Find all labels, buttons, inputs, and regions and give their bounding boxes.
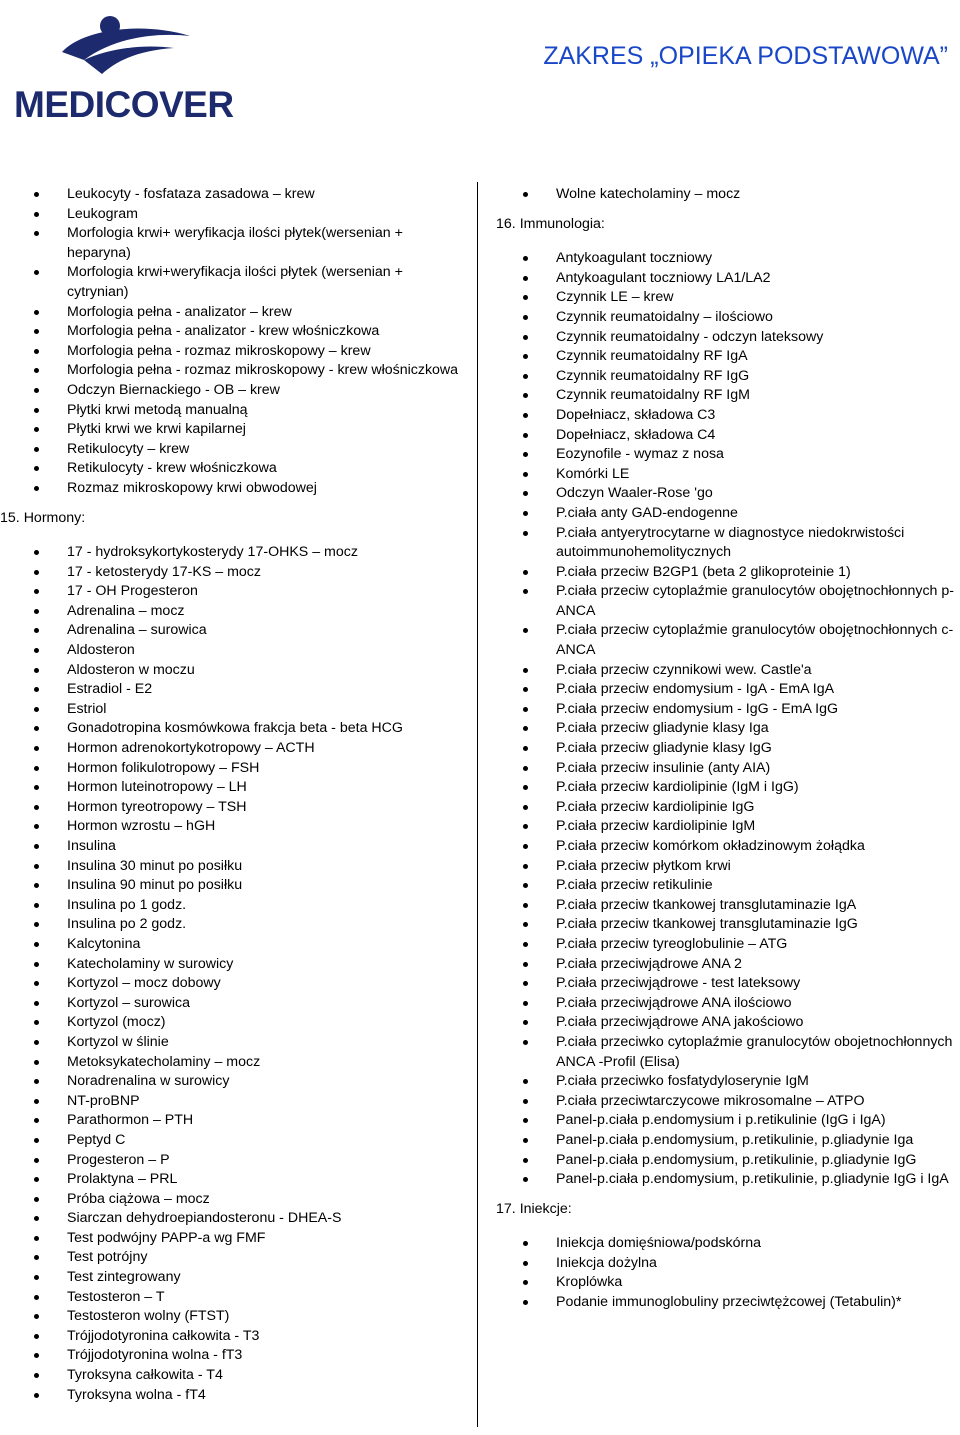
list-item: Parathormon – PTH <box>28 1111 468 1131</box>
list-item: Czynnik reumatoidalny RF IgM <box>517 386 957 406</box>
list-item: Insulina 90 minut po posiłku <box>28 876 468 896</box>
section-title: Iniekcje: <box>519 1200 572 1217</box>
section-number: 16. <box>496 215 516 232</box>
list-item: Morfologia krwi+weryfikacja ilości płytek (wersenian + cytrynian) <box>28 263 468 302</box>
left-column <box>0 185 468 1405</box>
list-item: P.ciała przeciw kardiolipinie IgM <box>517 817 957 837</box>
list-item: Morfologia pełna - analizator – krew <box>28 303 468 323</box>
list-item: Próba ciążowa – mocz <box>28 1190 468 1210</box>
list-item: Odczyn Biernackiego - OB – krew <box>28 381 468 401</box>
list-item: P.ciała przeciw kardiolipinie IgG <box>517 798 957 818</box>
list-item: Wolne katecholaminy – mocz <box>517 185 957 205</box>
list-item: NT-proBNP <box>28 1092 468 1112</box>
list-item: P.ciała przeciw retikulinie <box>517 876 957 896</box>
list-item: Kortyzol – mocz dobowy <box>28 974 468 994</box>
list-item: Antykoagulant toczniowy LA1/LA2 <box>517 269 957 289</box>
list-item: Rozmaz mikroskopowy krwi obwodowej <box>28 479 468 499</box>
list-item: Kortyzol (mocz) <box>28 1013 468 1033</box>
list-item: Noradrenalina w surowicy <box>28 1072 468 1092</box>
list-item: P.ciała przeciwjądrowe ANA 2 <box>517 955 957 975</box>
list-item: Test zintegrowany <box>28 1268 468 1288</box>
list-item: Siarczan dehydroepiandosteronu - DHEA-S <box>28 1209 468 1229</box>
list-item: Panel-p.ciała p.endomysium, p.retikulinie, p.gliadynie Iga <box>517 1131 957 1151</box>
list-item: P.ciała antyerytrocytarne w diagnostyce niedokrwistości autoimmunohemolitycznych <box>517 524 957 563</box>
list-item: Czynnik reumatoidalny – ilościowo <box>517 308 957 328</box>
list-item: Kalcytonina <box>28 935 468 955</box>
list-item: Insulina 30 minut po posiłku <box>28 857 468 877</box>
list-item: Morfologia pełna - rozmaz mikroskopowy - krew włośniczkowa <box>28 361 468 381</box>
continued-list <box>517 185 957 205</box>
list-item: 17 - ketosterydy 17-KS – mocz <box>28 563 468 583</box>
list-item: 17 - OH Progesteron <box>28 582 468 602</box>
list-item: Dopełniacz, składowa C3 <box>517 406 957 426</box>
list-item: Iniekcja dożylna <box>517 1254 957 1274</box>
list-item: Płytki krwi we krwi kapilarnej <box>28 420 468 440</box>
list-item: 17 - hydroksykortykosterydy 17-OHKS – mocz <box>28 543 468 563</box>
list-item: P.ciała przeciw tkankowej transglutaminazie IgG <box>517 915 957 935</box>
right-column <box>496 185 957 1313</box>
list-item: P.ciała przeciwtarczycowe mikrosomalne – ATPO <box>517 1092 957 1112</box>
list-item: P.ciała przeciw endomysium - IgG - EmA IgG <box>517 700 957 720</box>
list-item: Trójjodotyronina całkowita - T3 <box>28 1327 468 1347</box>
list-item: Hormon folikulotropowy – FSH <box>28 759 468 779</box>
logo-emblem-icon <box>14 8 234 88</box>
hematology-list <box>28 185 468 499</box>
list-item: Dopełniacz, składowa C4 <box>517 426 957 446</box>
list-item: Morfologia pełna - analizator - krew włośniczkowa <box>28 322 468 342</box>
list-item: Retikulocyty – krew <box>28 440 468 460</box>
list-item: Insulina po 2 godz. <box>28 915 468 935</box>
section-heading-hormony <box>0 509 468 529</box>
list-item: Adrenalina – mocz <box>28 602 468 622</box>
list-item: Kortyzol – surowica <box>28 994 468 1014</box>
list-item: P.ciała przeciwjądrowe - test lateksowy <box>517 974 957 994</box>
list-item: Retikulocyty - krew włośniczkowa <box>28 459 468 479</box>
list-item: Antykoagulant toczniowy <box>517 249 957 269</box>
logo-wordmark: MEDICOVER <box>14 84 234 125</box>
list-item: Testosteron – T <box>28 1288 468 1308</box>
list-item: P.ciała przeciw cytoplaźmie granulocytów obojętnochłonnych c-ANCA <box>517 621 957 660</box>
list-item: Hormon tyreotropowy – TSH <box>28 798 468 818</box>
list-item: Odczyn Waaler-Rose 'go <box>517 484 957 504</box>
list-item: Aldosteron <box>28 641 468 661</box>
list-item: Tyroksyna całkowita - T4 <box>28 1366 468 1386</box>
list-item: Test podwójny PAPP-a wg FMF <box>28 1229 468 1249</box>
list-item: Insulina <box>28 837 468 857</box>
list-item: Aldosteron w moczu <box>28 661 468 681</box>
list-item: Adrenalina – surowica <box>28 621 468 641</box>
section-number: 17. <box>496 1200 516 1217</box>
column-divider <box>477 182 478 1427</box>
medicover-logo <box>14 8 234 125</box>
list-item: Czynnik reumatoidalny - odczyn lateksowy <box>517 328 957 348</box>
section-title: Hormony: <box>23 509 86 526</box>
list-item: Kroplówka <box>517 1273 957 1293</box>
list-item: Panel-p.ciała p.endomysium, p.retikulinie, p.gliadynie IgG i IgA <box>517 1170 957 1190</box>
list-item: P.ciała przeciw endomysium - IgA - EmA IgA <box>517 680 957 700</box>
section-heading-iniekcje <box>496 1200 957 1220</box>
list-item: Insulina po 1 godz. <box>28 896 468 916</box>
list-item: Gonadotropina kosmówkowa frakcja beta - beta HCG <box>28 719 468 739</box>
list-item: Prolaktyna – PRL <box>28 1170 468 1190</box>
list-item: Metoksykatecholaminy – mocz <box>28 1053 468 1073</box>
section-heading-immunologia <box>496 215 957 235</box>
list-item: P.ciała przeciw gliadynie klasy IgG <box>517 739 957 759</box>
list-item: Podanie immunoglobuliny przeciwtężcowej (Tetabulin)* <box>517 1293 957 1313</box>
list-item: Tyroksyna wolna - fT4 <box>28 1386 468 1406</box>
list-item: P.ciała przeciw komórkom okładzinowym żołądka <box>517 837 957 857</box>
list-item: Panel-p.ciała p.endomysium i p.retikulinie (IgG i IgA) <box>517 1111 957 1131</box>
list-item: Czynnik reumatoidalny RF IgA <box>517 347 957 367</box>
list-item: P.ciała przeciw kardiolipinie (IgM i IgG) <box>517 778 957 798</box>
iniekcje-list <box>517 1234 957 1312</box>
list-item: P.ciała przeciwko cytoplaźmie granulocytów obojetnochłonnych ANCA -Profil (Elisa) <box>517 1033 957 1072</box>
list-item: Płytki krwi metodą manualną <box>28 401 468 421</box>
list-item: P.ciała przeciwko fosfatydyloserynie IgM <box>517 1072 957 1092</box>
list-item: P.ciała przeciw cytoplaźmie granulocytów obojętnochłonnych p-ANCA <box>517 582 957 621</box>
list-item: Morfologia krwi+ weryfikacja ilości płytek(wersenian + heparyna) <box>28 224 468 263</box>
list-item: P.ciała przeciw gliadynie klasy Iga <box>517 719 957 739</box>
section-number: 15. <box>0 509 20 526</box>
list-item: P.ciała przeciw B2GP1 (beta 2 glikoproteinie 1) <box>517 563 957 583</box>
section-title: Immunologia: <box>519 215 605 232</box>
hormony-list <box>28 543 468 1405</box>
list-item: Czynnik reumatoidalny RF IgG <box>517 367 957 387</box>
immunologia-list <box>517 249 957 1190</box>
list-item: Hormon wzrostu – hGH <box>28 817 468 837</box>
list-item: P.ciała przeciw płytkom krwi <box>517 857 957 877</box>
list-item: Czynnik LE – krew <box>517 288 957 308</box>
list-item: P.ciała przeciw insulinie (anty AIA) <box>517 759 957 779</box>
list-item: Peptyd C <box>28 1131 468 1151</box>
list-item: Estriol <box>28 700 468 720</box>
list-item: Progesteron – P <box>28 1151 468 1171</box>
list-item: Hormon luteinotropowy – LH <box>28 778 468 798</box>
list-item: P.ciała przeciw tkankowej transglutaminazie IgA <box>517 896 957 916</box>
list-item: P.ciała anty GAD-endogenne <box>517 504 957 524</box>
list-item: Trójjodotyronina wolna - fT3 <box>28 1346 468 1366</box>
list-item: Eozynofile - wymaz z nosa <box>517 445 957 465</box>
page-title: ZAKRES „OPIEKA PODSTAWOWA” <box>543 42 948 70</box>
list-item: Leukocyty - fosfataza zasadowa – krew <box>28 185 468 205</box>
list-item: P.ciała przeciwjądrowe ANA ilościowo <box>517 994 957 1014</box>
list-item: P.ciała przeciwjądrowe ANA jakościowo <box>517 1013 957 1033</box>
list-item: Iniekcja domięśniowa/podskórna <box>517 1234 957 1254</box>
list-item: P.ciała przeciw czynnikowi wew. Castle'a <box>517 661 957 681</box>
list-item: P.ciała przeciw tyreoglobulinie – ATG <box>517 935 957 955</box>
list-item: Katecholaminy w surowicy <box>28 955 468 975</box>
list-item: Estradiol - E2 <box>28 680 468 700</box>
list-item: Kortyzol w ślinie <box>28 1033 468 1053</box>
list-item: Morfologia pełna - rozmaz mikroskopowy – krew <box>28 342 468 362</box>
list-item: Panel-p.ciała p.endomysium, p.retikulinie, p.gliadynie IgG <box>517 1151 957 1171</box>
list-item: Komórki LE <box>517 465 957 485</box>
list-item: Hormon adrenokortykotropowy – ACTH <box>28 739 468 759</box>
list-item: Leukogram <box>28 205 468 225</box>
list-item: Testosteron wolny (FTST) <box>28 1307 468 1327</box>
list-item: Test potrójny <box>28 1248 468 1268</box>
